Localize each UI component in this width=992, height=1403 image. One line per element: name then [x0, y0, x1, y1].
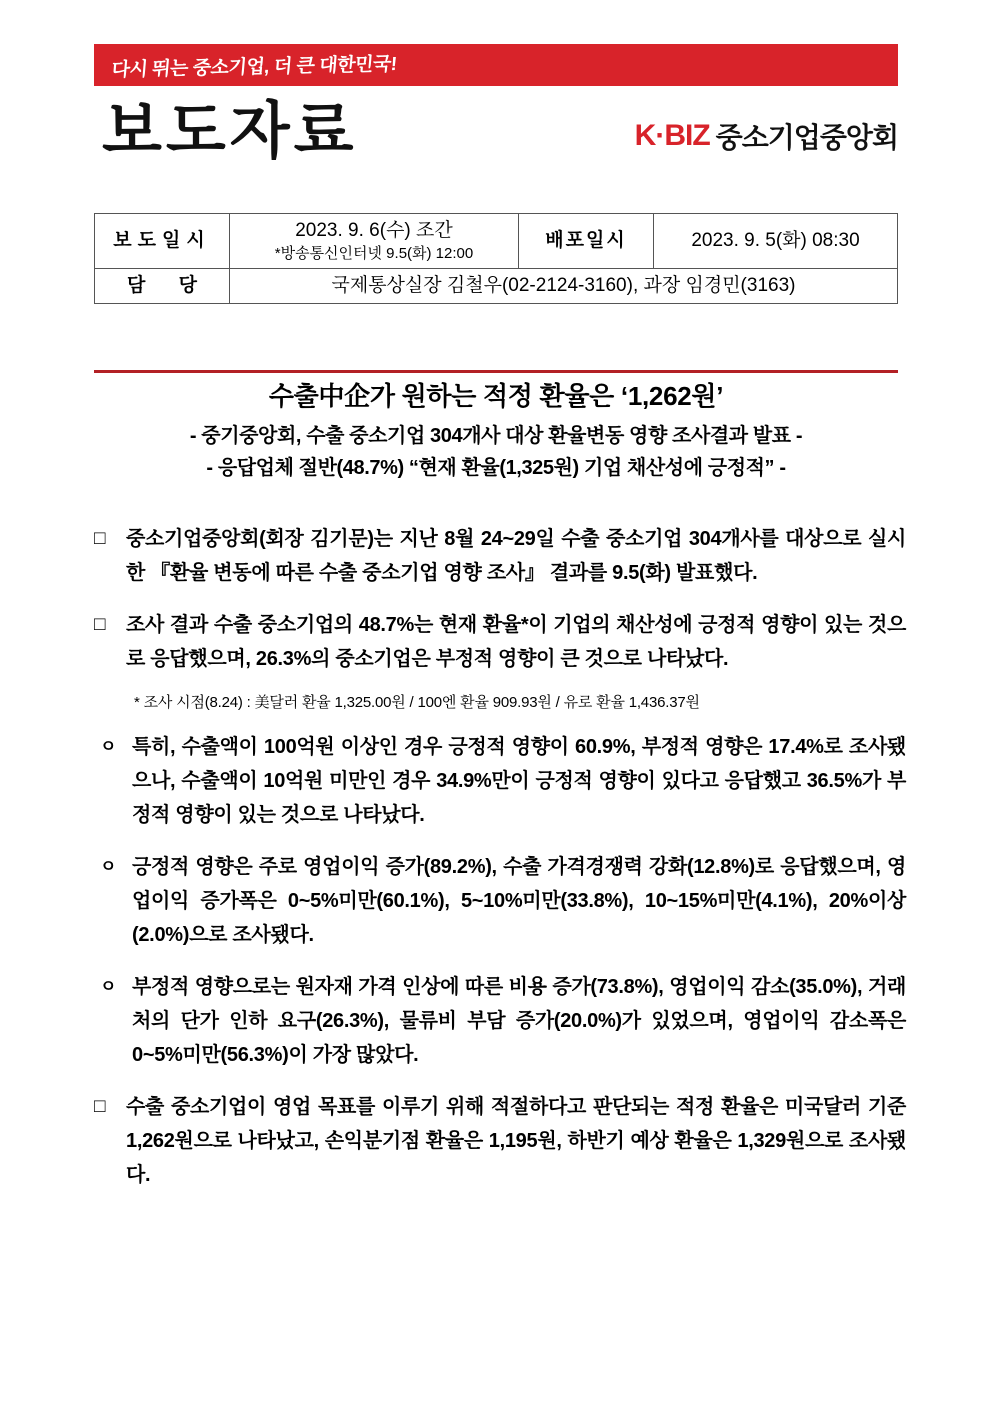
bullet-marker: □: [94, 614, 106, 635]
headline-sub-2: - 응답업체 절반(48.7%) “현재 환율(1,325원) 기업 채산성에 긍정적” -: [206, 457, 786, 479]
headline-block: [94, 378, 898, 484]
value-contact: 국제통상실장 김철우(02-2124-3160), 과장 임경민(3163): [230, 268, 898, 303]
release-date-line1: 2023. 9. 6(수) 조간: [295, 220, 453, 241]
brand-logo: [635, 116, 898, 156]
paragraph: [94, 1090, 906, 1192]
page-title: 보도자료: [102, 97, 358, 166]
label-release-date: 보도일시: [95, 214, 230, 269]
paragraph-text: 중소기업중앙회(회장 김기문)는 지난 8월 24~29일 수출 중소기업 304개사를 대상으로 실시한 『환율 변동에 따른 수출 중소기업 영향 조사』 결과를 9.5(화) 발표했다.: [126, 528, 906, 584]
paragraph: [94, 730, 906, 832]
paragraph-text: 수출 중소기업이 영업 목표를 이루기 위해 적절하다고 판단되는 적정 환율은 미국달러 기준 1,262원으로 나타났고, 손익분기점 환율은 1,195원, 하반기 예상 환율은 1,329원으로 조사됐다.: [126, 1096, 906, 1186]
paragraph-text: 긍정적 영향은 주로 영업이익 증가(89.2%), 수출 가격경쟁력 강화(12.8%)로 응답했으며, 영업이익 증가폭은 0~5%미만(60.1%), 5~10%미만(33.8%), 10~15%미만(4.1%), 20%이상(2.0%)으로 조사됐다.: [132, 856, 906, 946]
bullet-marker: ㅇ: [100, 857, 117, 876]
label-contact: 담 당: [95, 268, 230, 303]
paragraph: [94, 608, 906, 676]
paragraph-text: 부정적 영향으로는 원자재 가격 인상에 따른 비용 증가(73.8%), 영업이익 감소(35.0%), 거래처의 단가 인하 요구(26.3%), 물류비 부담 증가(20.0%)가 있었으며, 영업이익 감소폭은 0~5%미만(56.3%)이 가장 많았다.: [132, 976, 906, 1066]
kbiz-wordmark: K·BIZ: [634, 119, 710, 152]
paragraph: [94, 850, 906, 952]
headline-divider: [94, 370, 898, 373]
headline-sub-1: - 중기중앙회, 수출 중소기업 304개사 대상 환율변동 영향 조사결과 발표 -: [189, 425, 803, 447]
headline-main: 수출中企가 원하는 적정 환율은 ‘1,262원’: [268, 381, 724, 411]
label-distribution-date: 배포일시: [519, 214, 654, 269]
red-banner: [94, 44, 898, 86]
bullet-marker: □: [94, 1096, 106, 1117]
table-row: [95, 268, 898, 303]
paragraph: [94, 970, 906, 1072]
body-content: [94, 522, 906, 1210]
bullet-marker: ㅇ: [100, 977, 117, 996]
release-info-table: [94, 213, 898, 304]
header-row: [94, 92, 898, 184]
paragraph: [94, 522, 906, 590]
value-distribution-date: 2023. 9. 5(화) 08:30: [654, 214, 898, 269]
banner-slogan: 다시 뛰는 중소기업, 더 큰 대한민국!: [110, 54, 398, 81]
table-row: [95, 214, 898, 269]
organization-name: 중소기업중앙회: [715, 122, 898, 153]
footnote-text: * 조사 시점(8.24) : 美달러 환율 1,325.00원 / 100엔 환율 909.93원 / 유로 환율 1,436.37원: [134, 694, 700, 711]
bullet-marker: ㅇ: [100, 737, 117, 756]
release-date-line2: *방송통신인터넷 9.5(화) 12:00: [274, 244, 474, 262]
bullet-marker: □: [94, 528, 106, 549]
value-release-date: [230, 214, 519, 269]
paragraph-text: 조사 결과 수출 중소기업의 48.7%는 현재 환율*이 기업의 채산성에 긍정적 영향이 있는 것으로 응답했으며, 26.3%의 중소기업은 부정적 영향이 큰 것으로 나타났다.: [126, 614, 906, 670]
paragraph-text: 특히, 수출액이 100억원 이상인 경우 긍정적 영향이 60.9%, 부정적 영향은 17.4%로 조사됐으나, 수출액이 10억원 미만인 경우 34.9%만이 긍정적 영향이 있다고 응답했고 36.5%가 부정적 영향이 있는 것으로 나타났다.: [132, 736, 906, 826]
